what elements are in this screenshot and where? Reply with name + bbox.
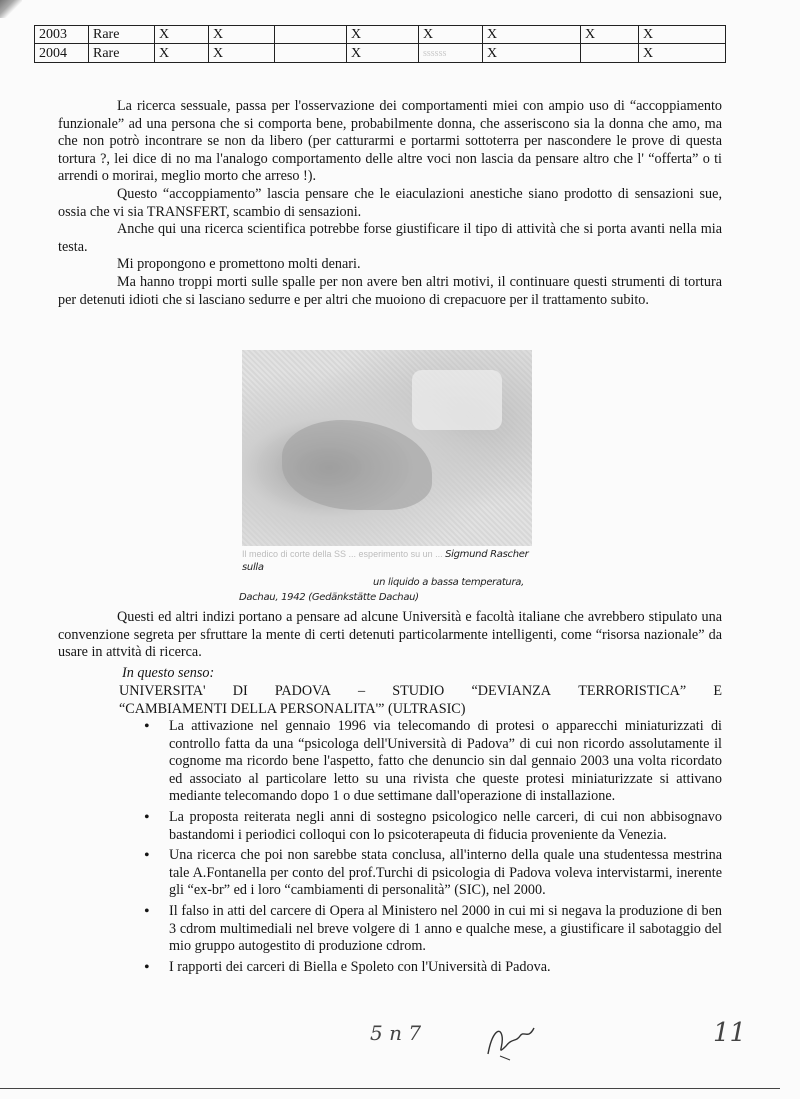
table-cell: X: [581, 26, 639, 44]
figure-caption-handwritten: Sigmund Rascher sulla: [242, 549, 529, 573]
figure-caption-printed: Il medico di corte della SS ... esperimento su un ... Sigmund Rascher sulla: [242, 549, 529, 573]
table-cell: [275, 44, 347, 63]
handwritten-page-number: 11: [713, 1018, 747, 1048]
table-cell-frequency: Rare: [89, 44, 155, 63]
table-cell: [581, 44, 639, 63]
handwritten-page-marks: 5 n 7: [370, 1021, 422, 1045]
bottom-rule: [0, 1088, 780, 1089]
heading-line-2: “CAMBIAMENTI DELLA PERSONALITA'” (ULTRASIC): [119, 700, 466, 717]
section-heading: [119, 683, 722, 718]
table-cell: X: [639, 26, 726, 44]
in-questo-senso: In questo senso:: [122, 665, 215, 681]
paragraph: La ricerca sessuale, passa per l'osservazione dei comportamenti miei con ampio uso di “accoppiamento funzionale” ad una persona che si comporta bene, probabilmente donna, che asseriscono sia la donna che amo, ma che non potrò incontrare se non da libero (per catturarmi e portarmi sottoterra per nascondere le prove di questa tortura ?, lei dice di no ma l'analogo comportamento delle altre voci non lascia da pensare altro che l' “offerta” o ti arrendi o morirai, meglio morto che arreso !).: [58, 98, 722, 185]
scan-corner-mark: [0, 0, 22, 18]
table-cell: X: [419, 26, 483, 44]
photo-detail: [412, 370, 502, 430]
figure-caption-handwritten: Dachau, 1942 (Gedänkstätte Dachau): [239, 592, 419, 603]
table-cell: [275, 26, 347, 44]
figure: [239, 350, 532, 603]
table-cell-year: 2003: [35, 26, 89, 44]
paragraph: Anche qui una ricerca scientifica potrebbe forse giustificare il tipo di attività che si porta avanti nella mia testa.: [58, 221, 722, 255]
photo-detail: [282, 420, 432, 510]
signature-icon: [482, 1020, 538, 1062]
table-cell: X: [155, 44, 209, 63]
table-cell: X: [483, 26, 581, 44]
table-cell: X: [483, 44, 581, 63]
table-cell: X: [209, 44, 275, 63]
figure-caption-handwritten: un liquido a bassa temperatura,: [373, 577, 524, 588]
table-cell: X: [347, 26, 419, 44]
list-item: • La proposta reiterata negli anni di sostegno psicologico nelle carceri, di cui non abbisognavo bastandomi i periodici colloqui con lo psicoterapeuta di fiducia proveniente da Venezia.: [144, 809, 722, 844]
paragraph: Questo “accoppiamento” lascia pensare che le eiaculazioni anestiche siano prodotto di sensazioni sue, ossia che vi sia TRANSFERT, scambio di sensazioni.: [58, 185, 722, 220]
faint-mark: ssssss: [423, 48, 447, 59]
table-row: [35, 44, 726, 63]
list-item: • Una ricerca che poi non sarebbe stata conclusa, all'interno della quale una studentessa mestrina tale A.Fontanella per conto del prof.Turchi di psicologia di Padova voleva intervistarmi, inerente gli “ex-br” ed i loro “cambiamenti di personalità” (SIC), nel 2000.: [144, 847, 722, 900]
body-paragraphs: [58, 98, 722, 309]
paragraph: Mi propongono e promettono molti denari.: [117, 256, 361, 273]
list-item: • La attivazione nel gennaio 1996 via telecomando di protesi o apparecchi miniaturizzati di controllo fatta da una “psicologa dell'Università di Padova” di cui non ricordo assolutamente il cognome ma ricordo bene l'aspetto, fatto che denuncio sin dal gennaio 2003 una volta ricordato ed associato al particolare letto su una rivista che queste protesi miniaturizzate si attivano mediante telecomando dopo 1 o due settimane dall'operazione di installazione.: [144, 718, 722, 806]
table-cell: X: [209, 26, 275, 44]
paragraph-block: [58, 609, 722, 662]
data-table: [34, 25, 726, 63]
figure-caption-printed: [242, 576, 532, 589]
paragraph: Ma hanno troppi morti sulle spalle per non avere ben altri motivi, il continuare questi strumenti di tortura per detenuti idioti che si lasciano sedurre e per altri che muoiono di crepacuore per il trattamento subito.: [58, 273, 722, 308]
table-cell-frequency: Rare: [89, 26, 155, 44]
list-item: • I rapporti dei carceri di Biella e Spoleto con l'Università di Padova.: [144, 959, 722, 977]
table-row: [35, 26, 726, 44]
table-cell: [419, 44, 483, 63]
table-cell-year: 2004: [35, 44, 89, 63]
photo-image: [242, 350, 532, 546]
paragraph: Questi ed altri indizi portano a pensare ad alcune Università e facoltà italiane che avrebbero stipulato una convenzione segreta per sfruttare la mente di certi detenuti particolarmente intelligenti, come “risorsa nazionale” da usare in attvità di ricerca.: [58, 609, 722, 661]
bullet-list: [144, 718, 722, 979]
heading-line-1: UNIVERSITA' DI PADOVA – STUDIO “DEVIANZA TERRORISTICA” E: [119, 683, 722, 699]
list-item: • Il falso in atti del carcere di Opera al Ministero nel 2000 in cui mi si negava la produzione di ben 3 cdrom multimediali nel breve volgere di 1 anno e qualche mese, a giustificare il sabotaggio del mio gruppo autogestito di produzione cdrom.: [144, 903, 722, 956]
table-cell: X: [155, 26, 209, 44]
table-cell: X: [639, 44, 726, 63]
table-cell: X: [347, 44, 419, 63]
